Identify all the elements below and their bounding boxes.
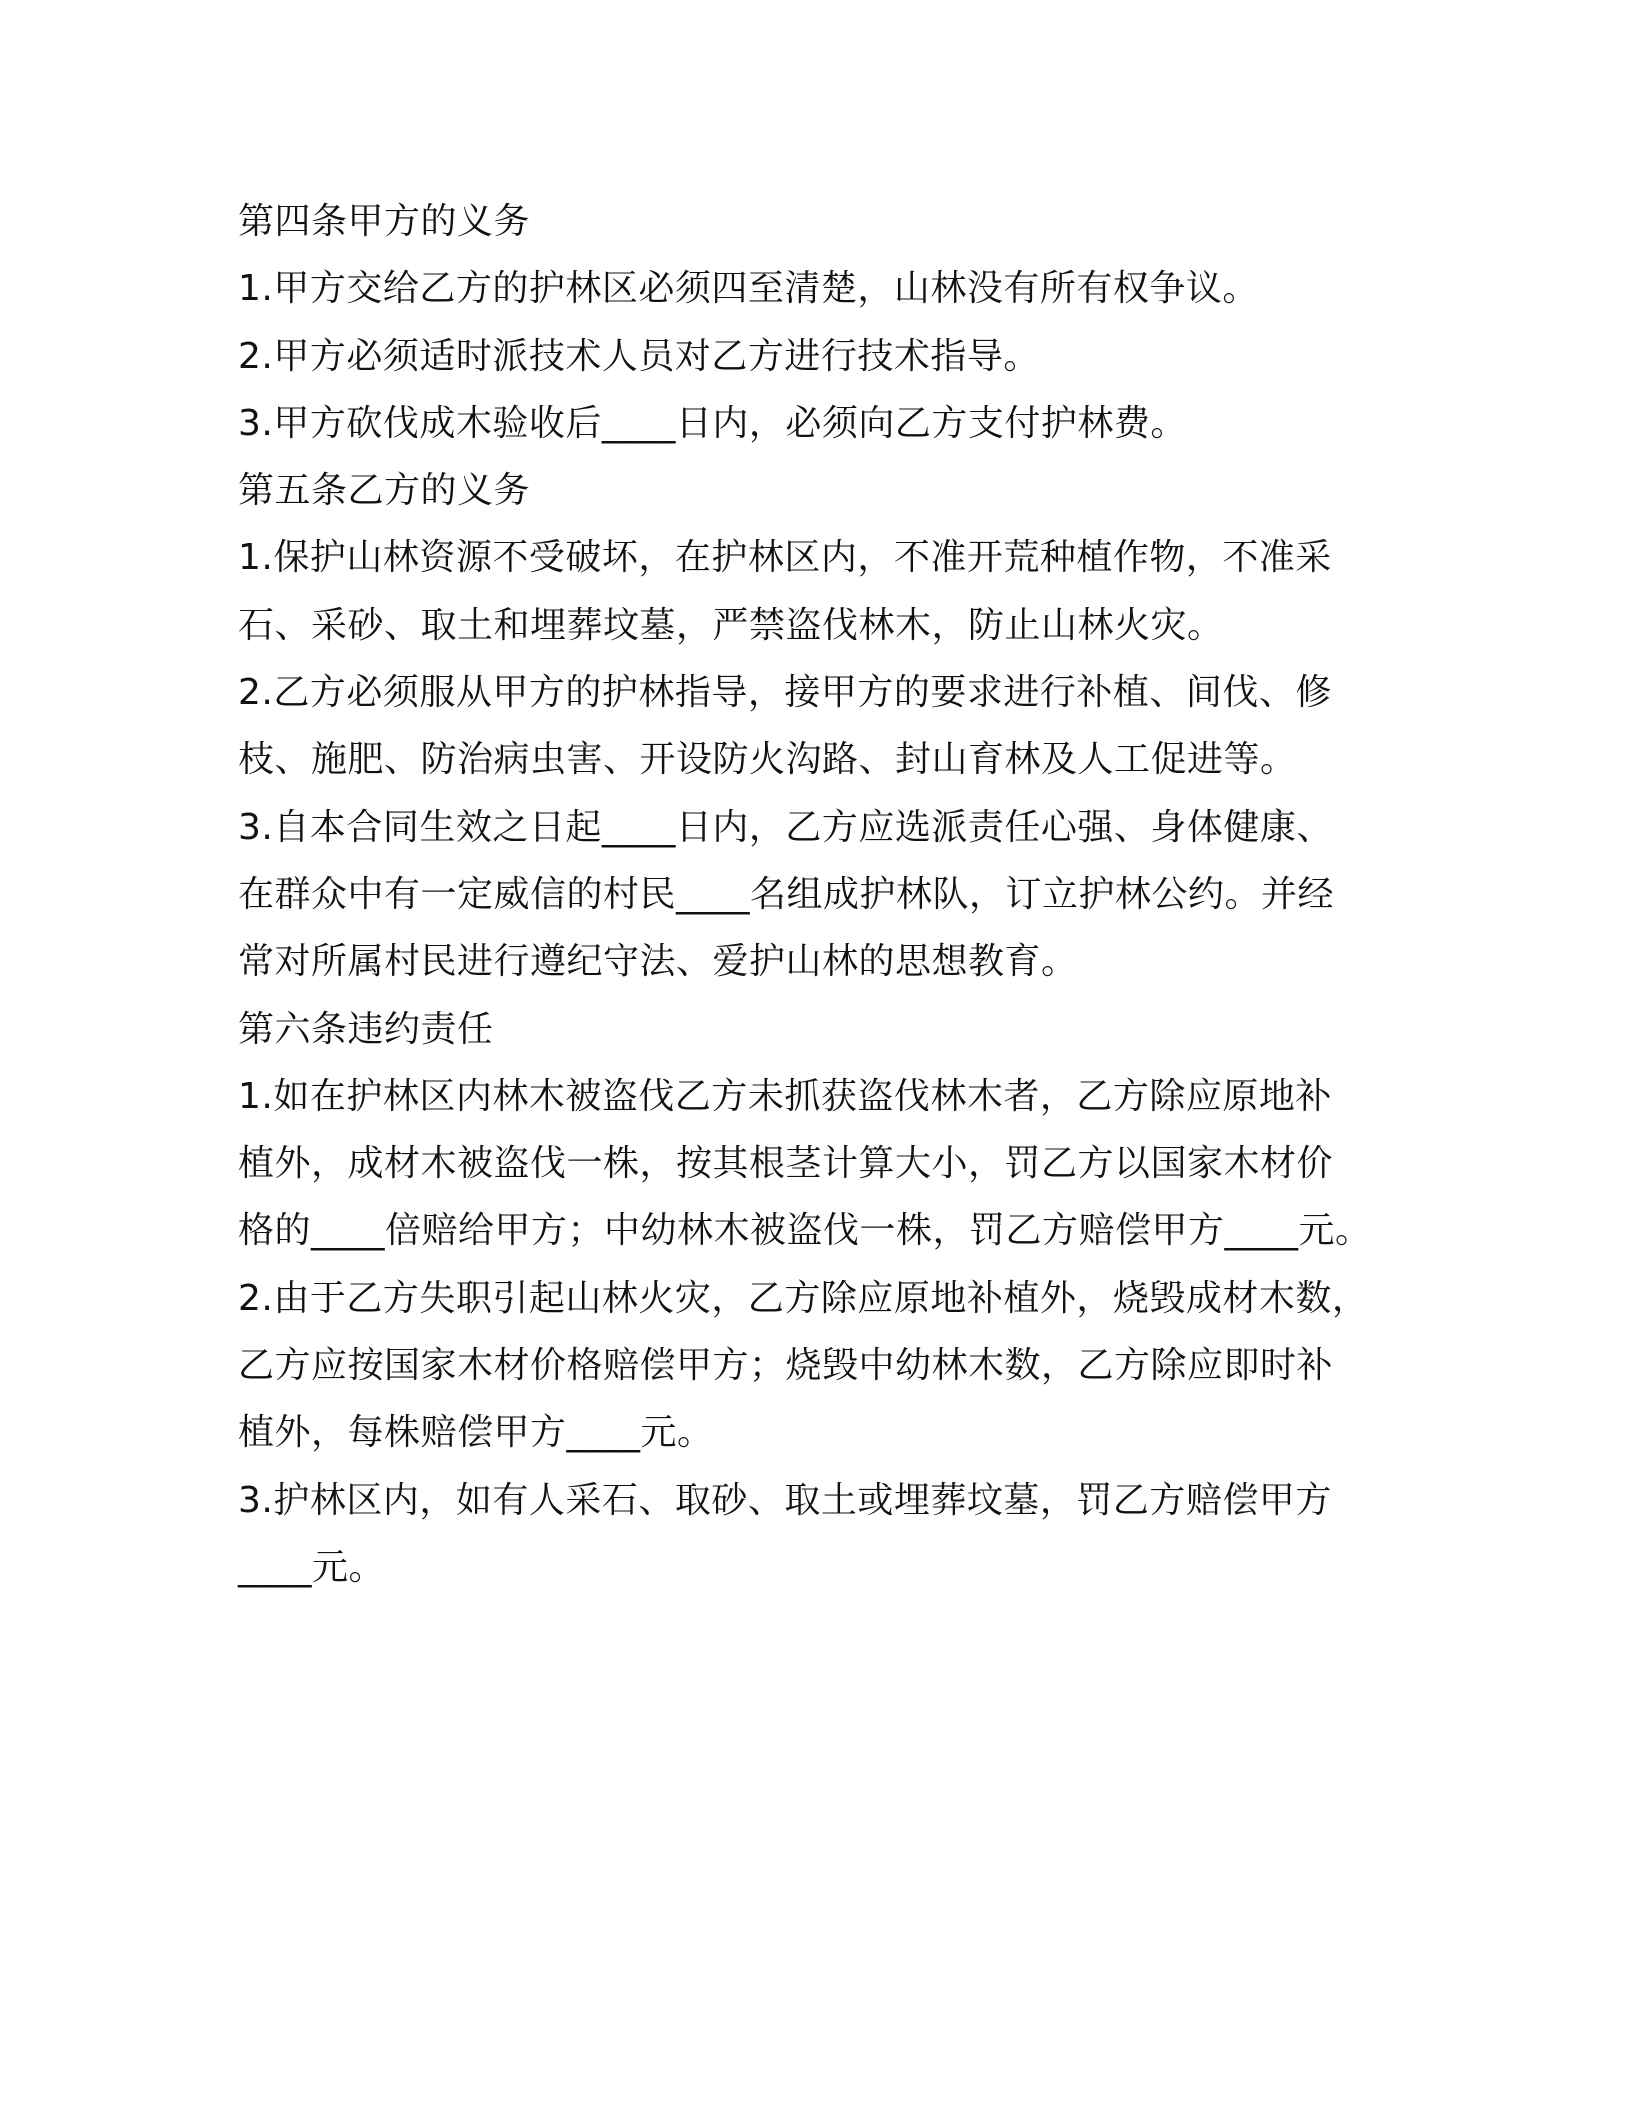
text-line: 石、采砂、取土和埋葬坟墓，严禁盗伐林木，防止山林火灾。 <box>238 604 1224 646</box>
section-heading-6: 第六条违约责任 <box>238 1008 494 1050</box>
text-line: 3.护林区内，如有人采石、取砂、取土或埋葬坟墓，罚乙方赔偿甲方 <box>238 1479 1332 1521</box>
text-line: 植外，成材木被盗伐一株，按其根茎计算大小，罚乙方以国家木材价 <box>238 1143 1334 1185</box>
text-line: ____元。 <box>238 1546 386 1588</box>
text-line: 乙方应按国家木材价格赔偿甲方；烧毁中幼林木数，乙方除应即时补 <box>238 1345 1334 1387</box>
text-line: 1.保护山林资源不受破坏，在护林区内，不准开荒种植作物，不准采 <box>238 537 1332 579</box>
text-line: 2.甲方必须适时派技术人员对乙方进行技术指导。 <box>238 335 1040 377</box>
text-line: 植外，每株赔偿甲方____元。 <box>238 1412 714 1454</box>
text-line: 在群众中有一定威信的村民____名组成护林队，订立护林公约。并经 <box>238 873 1335 915</box>
text-line: 1.如在护林区内林木被盗伐乙方未抓获盗伐林木者，乙方除应原地补 <box>238 1075 1332 1117</box>
text-line: 3.自本合同生效之日起____日内，乙方应选派责任心强、身体健康、 <box>238 806 1333 848</box>
document-body <box>238 188 1418 1601</box>
text-line: 格的____倍赔给甲方；中幼林木被盗伐一株，罚乙方赔偿甲方____元。 <box>238 1210 1372 1252</box>
text-line: 1.甲方交给乙方的护林区必须四至清楚，山林没有所有权争议。 <box>238 268 1259 310</box>
text-line: 常对所属村民进行遵纪守法、爱护山林的思想教育。 <box>238 941 1078 983</box>
text-line: 2.由于乙方失职引起山林火灾，乙方除应原地补植外，烧毁成材木数， <box>238 1277 1369 1319</box>
text-line: 3.甲方砍伐成木验收后____日内，必须向乙方支付护林费。 <box>238 402 1187 444</box>
section-heading-4: 第四条甲方的义务 <box>238 201 531 242</box>
text-line: 2.乙方必须服从甲方的护林指导，接甲方的要求进行补植、间伐、修 <box>238 672 1332 714</box>
text-line: 枝、施肥、防治病虫害、开设防火沟路、封山育林及人工促进等。 <box>238 739 1297 781</box>
section-heading-5: 第五条乙方的义务 <box>238 470 531 512</box>
